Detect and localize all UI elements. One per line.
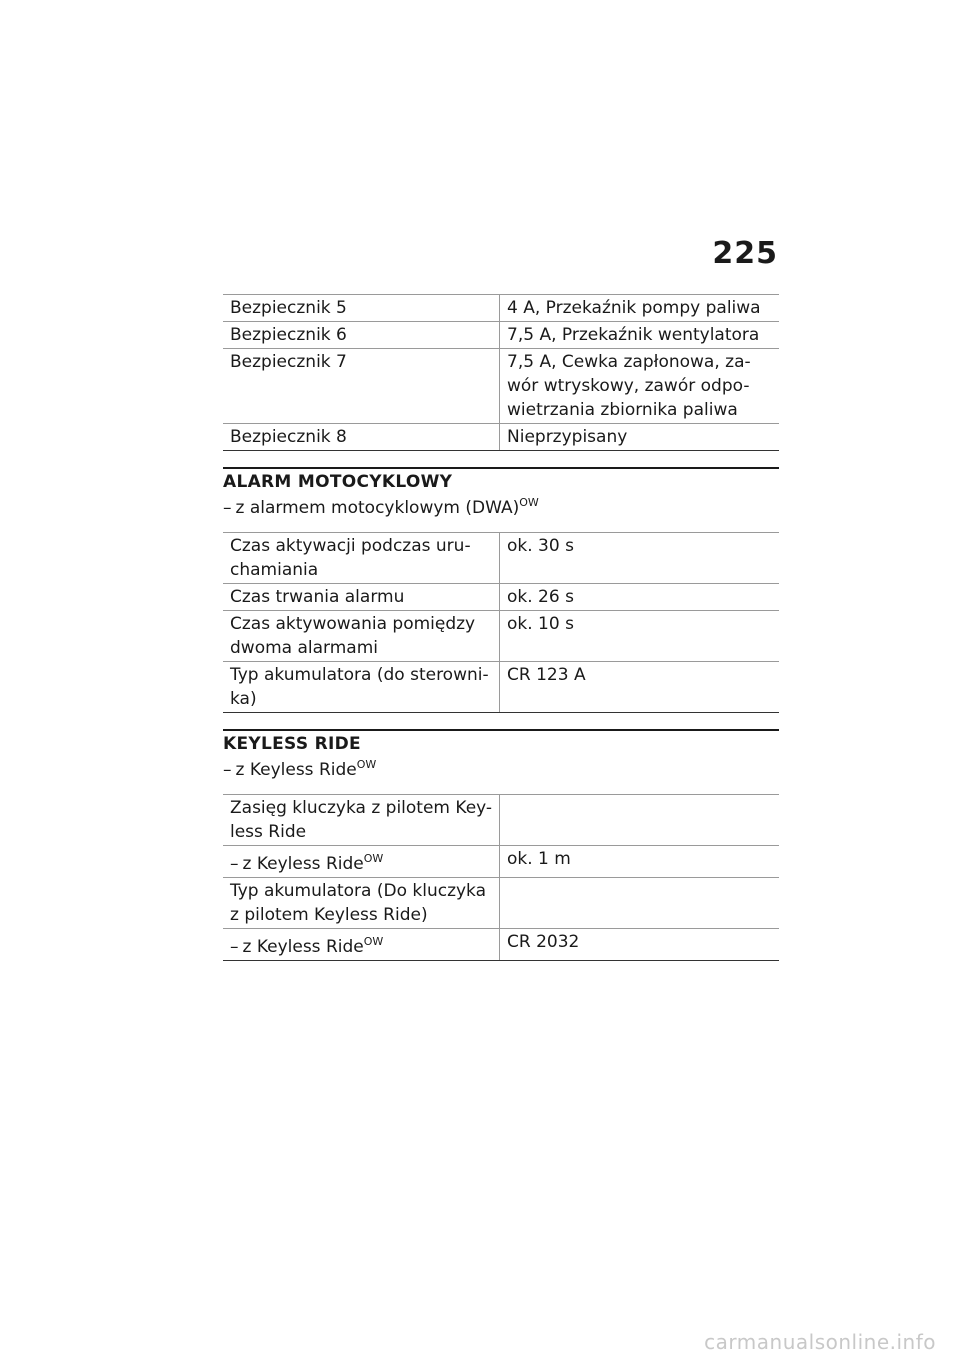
fuse-label: Bezpiecznik 8 [223, 424, 500, 451]
watermark: carmanualsonline.info [704, 1330, 936, 1354]
subtitle-text: z Keyless Ride [235, 760, 357, 780]
table-row [223, 795, 779, 846]
superscript-ow: OW [363, 935, 384, 948]
section-title-alarm: ALARM MOTOCYKLOWY [223, 472, 453, 492]
label-text: z Keyless Ride [242, 854, 364, 874]
table-row [223, 662, 779, 713]
keyless-value [500, 795, 780, 846]
dash: – [223, 760, 232, 780]
alarm-table [223, 532, 779, 713]
keyless-value: ok. 1 m [500, 846, 780, 878]
table-row [223, 424, 779, 451]
fuse-table [223, 294, 779, 451]
fuse-value: 7,5 A, Przekaźnik wentylatora [500, 322, 780, 349]
superscript-ow: OW [519, 496, 539, 509]
fuse-label: Bezpiecznik 7 [223, 349, 500, 424]
fuse-value: 4 A, Przekaźnik pompy paliwa [500, 295, 780, 322]
subtitle-text: z alarmem motocyklowym (DWA) [235, 498, 520, 518]
section-divider [223, 467, 779, 469]
label-text: z Keyless Ride [242, 937, 364, 957]
alarm-value: ok. 30 s [500, 533, 780, 584]
keyless-label: Zasięg kluczyka z pilotem Key- less Ride [223, 795, 500, 846]
superscript-ow: OW [363, 852, 384, 865]
table-row [223, 611, 779, 662]
dash: – [230, 937, 239, 957]
table-row [223, 533, 779, 584]
keyless-label: Typ akumulatora (Do kluczyka z pilotem Keyless Ride) [223, 878, 500, 929]
page-content [223, 294, 779, 961]
section-divider [223, 729, 779, 731]
table-row [223, 349, 779, 424]
fuse-label: Bezpiecznik 5 [223, 295, 500, 322]
superscript-ow: OW [356, 758, 377, 771]
keyless-label [223, 929, 500, 961]
table-row [223, 846, 779, 878]
section-subtitle-keyless [223, 758, 779, 780]
table-row [223, 295, 779, 322]
keyless-label [223, 846, 500, 878]
table-row [223, 322, 779, 349]
page-number: 225 [712, 236, 778, 271]
dash: – [230, 854, 239, 874]
alarm-label: Czas trwania alarmu [223, 584, 500, 611]
keyless-table [223, 794, 779, 961]
section-subtitle-alarm [223, 496, 779, 518]
table-row [223, 878, 779, 929]
alarm-label: Typ akumulatora (do sterowni- ka) [223, 662, 500, 713]
alarm-value: ok. 10 s [500, 611, 780, 662]
alarm-label: Czas aktywowania pomiędzy dwoma alarmami [223, 611, 500, 662]
keyless-value [500, 878, 780, 929]
keyless-value: CR 2032 [500, 929, 780, 961]
alarm-label: Czas aktywacji podczas uru- chamiania [223, 533, 500, 584]
fuse-label: Bezpiecznik 6 [223, 322, 500, 349]
fuse-value: 7,5 A, Cewka zapłonowa, za- wór wtryskowy, zawór odpo- wietrzania zbiornika paliwa [500, 349, 780, 424]
section-title-keyless: KEYLESS RIDE [223, 734, 361, 754]
alarm-value: ok. 26 s [500, 584, 780, 611]
alarm-value: CR 123 A [500, 662, 780, 713]
dash: – [223, 498, 232, 518]
fuse-value: Nieprzypisany [500, 424, 780, 451]
table-row [223, 584, 779, 611]
table-row [223, 929, 779, 961]
